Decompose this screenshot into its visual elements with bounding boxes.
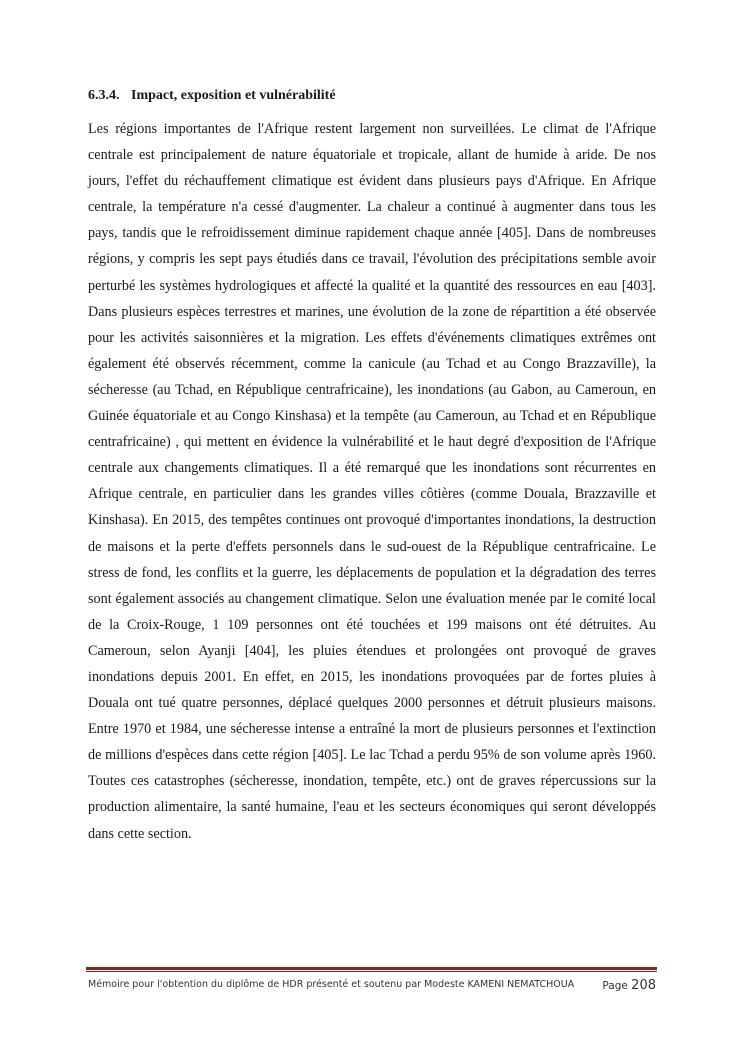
section-heading (88, 88, 336, 104)
section-number: 6.3.4. (88, 88, 120, 103)
section-title: Impact, exposition et vulnérabilité (131, 88, 336, 103)
footer-divider-thick (86, 967, 657, 970)
footer-page-label: Page (602, 980, 628, 992)
footer-text: Mémoire pour l'obtention du diplôme de HDR présenté et soutenu par Modeste KAMENI NEMATCHOUA (88, 979, 575, 990)
footer-page (602, 978, 656, 993)
footer-page-number: 208 (631, 978, 656, 993)
body-paragraph: Les régions importantes de l'Afrique restent largement non surveillées. Le climat de l'Afrique centrale est principalement de nature équatoriale et tropicale, allant de humide à aride. De nos jours, l'effet du réchauffement climatique est évident dans plusieurs pays d'Afrique. En Afrique centrale, la température n'a cessé d'augmenter. La chaleur a continué à augmenter dans tous les pays, tandis que le refroidissement diminue rapidement chaque année [405]. Dans de nombreuses régions, y compris les sept pays étudiés dans ce travail, l'évolution des précipitations semble avoir perturbé les systèmes hydrologiques et affecté la qualité et la quantité des ressources en eau [403]. Dans plusieurs espèces terrestres et marines, une évolution de la zone de répartition a été observée pour les activités saisonnières et la migration. Les effets d'événements climatiques extrêmes ont également été observés récemment, comme la canicule (au Tchad et au Congo Brazzaville), la sécheresse (au Tchad, en République centrafricaine), les inondations (au Gabon, au Cameroun, en Guinée équatoriale et au Congo Kinshasa) et la tempête (au Cameroun, au Tchad et en République centrafricaine) , qui mettent en évidence la vulnérabilité et le haut degré d'exposition de l'Afrique centrale aux changements climatiques. Il a été remarqué que les inondations sont récurrentes en Afrique centrale, en particulier dans les grandes villes côtières (comme Douala, Brazzaville et Kinshasa). En 2015, des tempêtes continues ont provoqué d'importantes inondations, la destruction de maisons et la perte d'effets personnels dans le sud-ouest de la République centrafricaine. Le stress de fond, les conflits et la guerre, les déplacements de population et la dégradation des terres sont également associés au changement climatique. Selon une évaluation menée par le comité local de la Croix-Rouge, 1 109 personnes ont été touchées et 199 maisons ont été détruites. Au Cameroun, selon Ayanji [404], les pluies étendues et prolongées ont provoqué de graves inondations depuis 2001. En effet, en 2015, les inondations provoquées par de fortes pluies à Douala ont tué quatre personnes, déplacé quelques 2000 personnes et détruit plusieurs maisons. Entre 1970 et 1984, une sécheresse intense a entraîné la mort de plusieurs personnes et l'extinction de millions d'espèces dans cette région [405]. Le lac Tchad a perdu 95% de son volume après 1960. Toutes ces catastrophes (sécheresse, inondation, tempête, etc.) ont de graves répercussions sur la production alimentaire, la santé humaine, l'eau et les secteurs économiques qui seront développés dans cette section. (88, 121, 656, 842)
footer-divider-thin (86, 971, 657, 972)
